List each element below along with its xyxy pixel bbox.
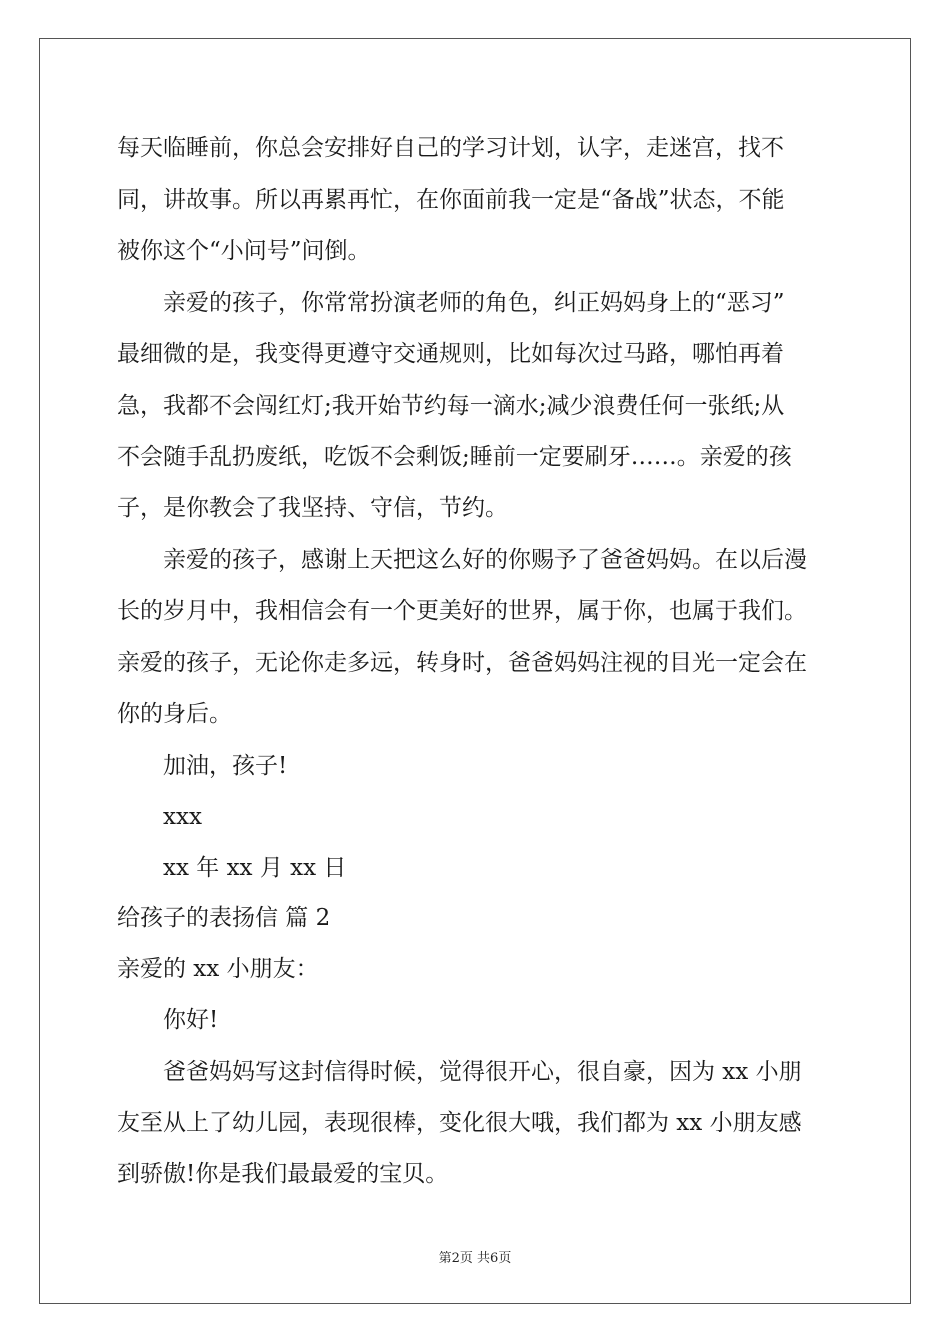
text-line: 最细微的是，我变得更遵守交通规则，比如每次过马路，哪怕再着 (117, 341, 784, 367)
text-line: 被你这个“小问号”问倒。 (117, 238, 371, 264)
text-line: 亲爱的孩子，无论你走多远，转身时，爸爸妈妈注视的目光一定会在 (117, 650, 807, 676)
text-line: 亲爱的孩子，感谢上天把这么好的你赐予了爸爸妈妈。在以后漫 (117, 547, 807, 573)
text-line: 爸爸妈妈写这封信得时候，觉得很开心，很自豪，因为 xx 小朋 (117, 1059, 802, 1085)
date-line: xx 年 xx 月 xx 日 (117, 855, 347, 881)
salutation: 亲爱的 xx 小朋友： (117, 956, 319, 982)
signature: xxx (117, 804, 202, 830)
text-line: 到骄傲!你是我们最最爱的宝贝。 (117, 1161, 449, 1187)
text-line: 每天临睡前，你总会安排好自己的学习计划，认字，走迷宫，找不 (117, 135, 784, 161)
greeting: 你好! (117, 1007, 219, 1033)
text-line: 你的身后。 (117, 701, 232, 727)
closing-line: 加油，孩子! (117, 753, 288, 779)
text-line: 亲爱的孩子，你常常扮演老师的角色，纠正妈妈身上的“恶习” (117, 290, 785, 316)
page-number-footer: 第2页 共6页 (438, 1251, 512, 1266)
text-line: 不会随手乱扔废纸，吃饭不会剩饭;睡前一定要刷牙……。亲爱的孩 (117, 444, 792, 470)
text-line: 急，我都不会闯红灯;我开始节约每一滴水;减少浪费任何一张纸;从 (117, 393, 785, 419)
text-line: 子，是你教会了我坚持、守信，节约。 (117, 495, 508, 521)
section-title: 给孩子的表扬信 篇 2 (117, 905, 331, 931)
text-line: 长的岁月中，我相信会有一个更美好的世界，属于你，也属于我们。 (117, 598, 807, 624)
text-line: 同，讲故事。所以再累再忙，在你面前我一定是“备战”状态，不能 (117, 187, 785, 213)
text-line: 友至从上了幼儿园，表现很棒，变化很大哦，我们都为 xx 小朋友感 (117, 1110, 802, 1136)
